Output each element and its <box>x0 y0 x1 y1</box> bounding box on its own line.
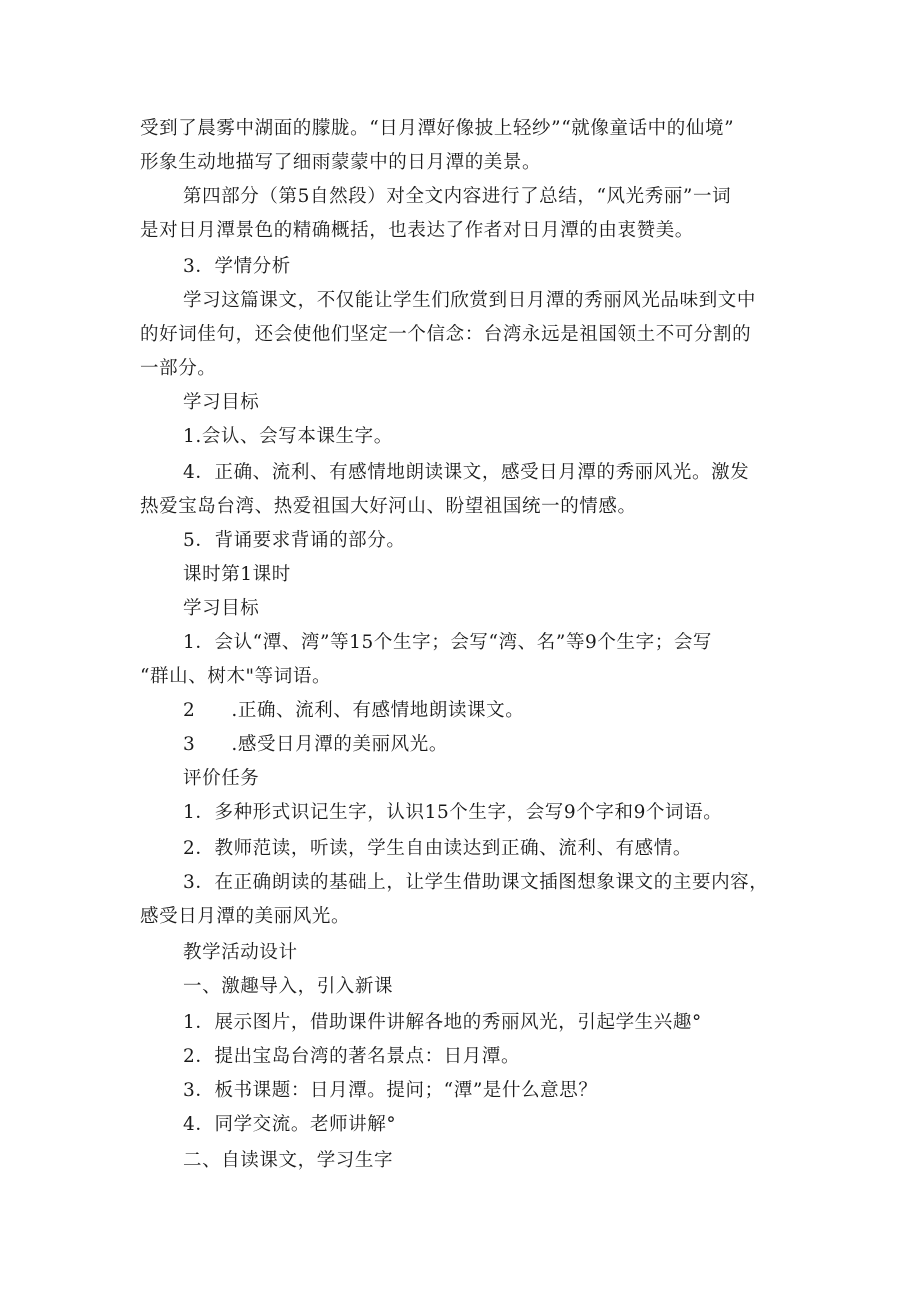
paragraph-line: 受到了晨雾中湖面的朦胧。“日月潭好像披上轻纱”“就像童话中的仙境” <box>140 118 735 139</box>
list-item: 3．板书课题：日月潭。提问；“潭”是什么意思？ <box>183 1080 598 1101</box>
list-item: 5．背诵要求背诵的部分。 <box>183 530 406 551</box>
paragraph-line: 第四部分（第5自然段）对全文内容进行了总结，“风光秀丽”一词 <box>183 186 732 207</box>
section-heading: 教学活动设计 <box>183 942 298 963</box>
section-heading: 课时第1课时 <box>183 564 291 585</box>
list-item: 1．会认“潭、湾”等15个生字；会写“湾、名”等9个生字；会写 <box>183 632 713 653</box>
list-item: 1．多种形式识记生字，认识15个生字，会写9个字和9个词语。 <box>183 802 723 823</box>
list-number: 2 <box>183 700 196 721</box>
section-heading: 一、激趣导入，引入新课 <box>183 976 394 997</box>
section-heading: 评价任务 <box>183 768 260 789</box>
section-heading: 二、自读课文，学习生字 <box>183 1150 394 1171</box>
section-heading: 学习目标 <box>183 598 260 619</box>
section-heading: 3．学情分析 <box>183 256 291 277</box>
list-item: 3．在正确朗读的基础上，让学生借助课文插图想象课文的主要内容， <box>183 872 769 893</box>
list-item: 4．同学交流。老师讲解° <box>183 1114 397 1135</box>
section-heading: 学习目标 <box>183 392 260 413</box>
list-number: 3 <box>183 734 196 755</box>
list-item: 2．提出宝岛台湾的著名景点：日月潭。 <box>183 1046 521 1067</box>
list-text: .正确、流利、有感情地朗读课文。 <box>231 700 525 721</box>
list-item: 1.会认、会写本课生字。 <box>183 426 393 447</box>
paragraph-line: 形象生动地描写了细雨蒙蒙中的日月潭的美景。 <box>140 152 542 173</box>
paragraph-line: 感受日月潭的美丽风光。 <box>140 906 351 927</box>
paragraph-line: 学习这篇课文，不仅能让学生们欣赏到日月潭的秀丽风光品味到文中 <box>183 290 757 311</box>
list-item: 4．正确、流利、有感情地朗读课文，感受日月潭的秀丽风光。激发 <box>183 462 750 483</box>
list-item <box>183 694 833 728</box>
paragraph-line: 的好词佳句，还会使他们坚定一个信念：台湾永远是祖国领土不可分割的 <box>140 324 752 345</box>
paragraph-line: 一部分。 <box>140 358 217 379</box>
list-item: 1．展示图片，借助课件讲解各地的秀丽风光，引起学生兴趣° <box>183 1012 702 1033</box>
list-text: .感受日月潭的美丽风光。 <box>231 734 448 755</box>
paragraph-line: 是对日月潭景色的精确概括，也表达了作者对日月潭的由衷赞美。 <box>140 220 694 241</box>
list-item: 2．教师范读，听读，学生自由读达到正确、流利、有感情。 <box>183 838 692 859</box>
paragraph-line: 热爱宝岛台湾、热爱祖国大好河山、盼望祖国统一的情感。 <box>140 496 637 517</box>
list-item <box>183 728 833 762</box>
paragraph-line: “群山、树木"等词语。 <box>140 666 332 687</box>
